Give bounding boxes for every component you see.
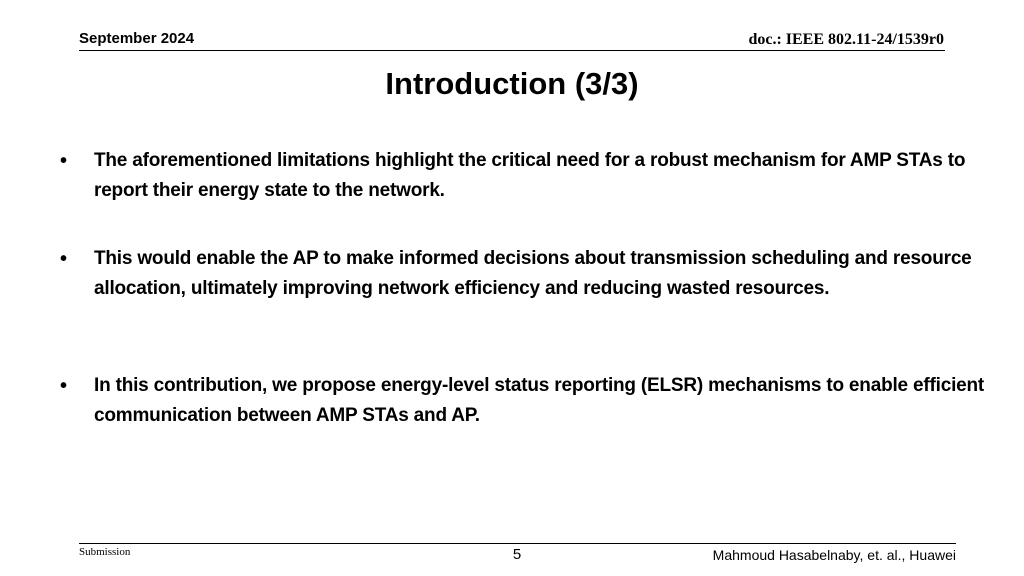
footer-author: Mahmoud Hasabelnaby, et. al., Huawei: [712, 547, 956, 563]
slide-title: Introduction (3/3): [385, 66, 639, 101]
header-rule: [79, 50, 945, 51]
bullet-text: The aforementioned limitations highlight the critical need for a robust mechanism for AMP STAs to report their energy state to the network.: [94, 150, 966, 201]
bullet-icon: •: [60, 375, 68, 397]
footer-page-number: 5: [512, 546, 522, 563]
bullet-item-1: [60, 146, 994, 206]
footer-submission: Submission: [79, 546, 131, 558]
bullet-icon: •: [60, 248, 68, 270]
bullet-item-3: [60, 371, 994, 431]
bullet-icon: •: [60, 150, 68, 172]
header-doc-id: doc.: IEEE 802.11-24/1539r0: [748, 31, 944, 48]
bullet-item-2: [60, 244, 994, 304]
header-date: September 2024: [79, 30, 195, 47]
bullet-text: This would enable the AP to make informed decisions about transmission scheduling and resource allocation, ultimately improving network efficiency and reducing wasted resources.: [94, 248, 972, 299]
bullet-text: In this contribution, we propose energy-level status reporting (ELSR) mechanisms to enable efficient communication between AMP STAs and AP.: [94, 375, 985, 426]
footer-rule: [79, 543, 956, 544]
